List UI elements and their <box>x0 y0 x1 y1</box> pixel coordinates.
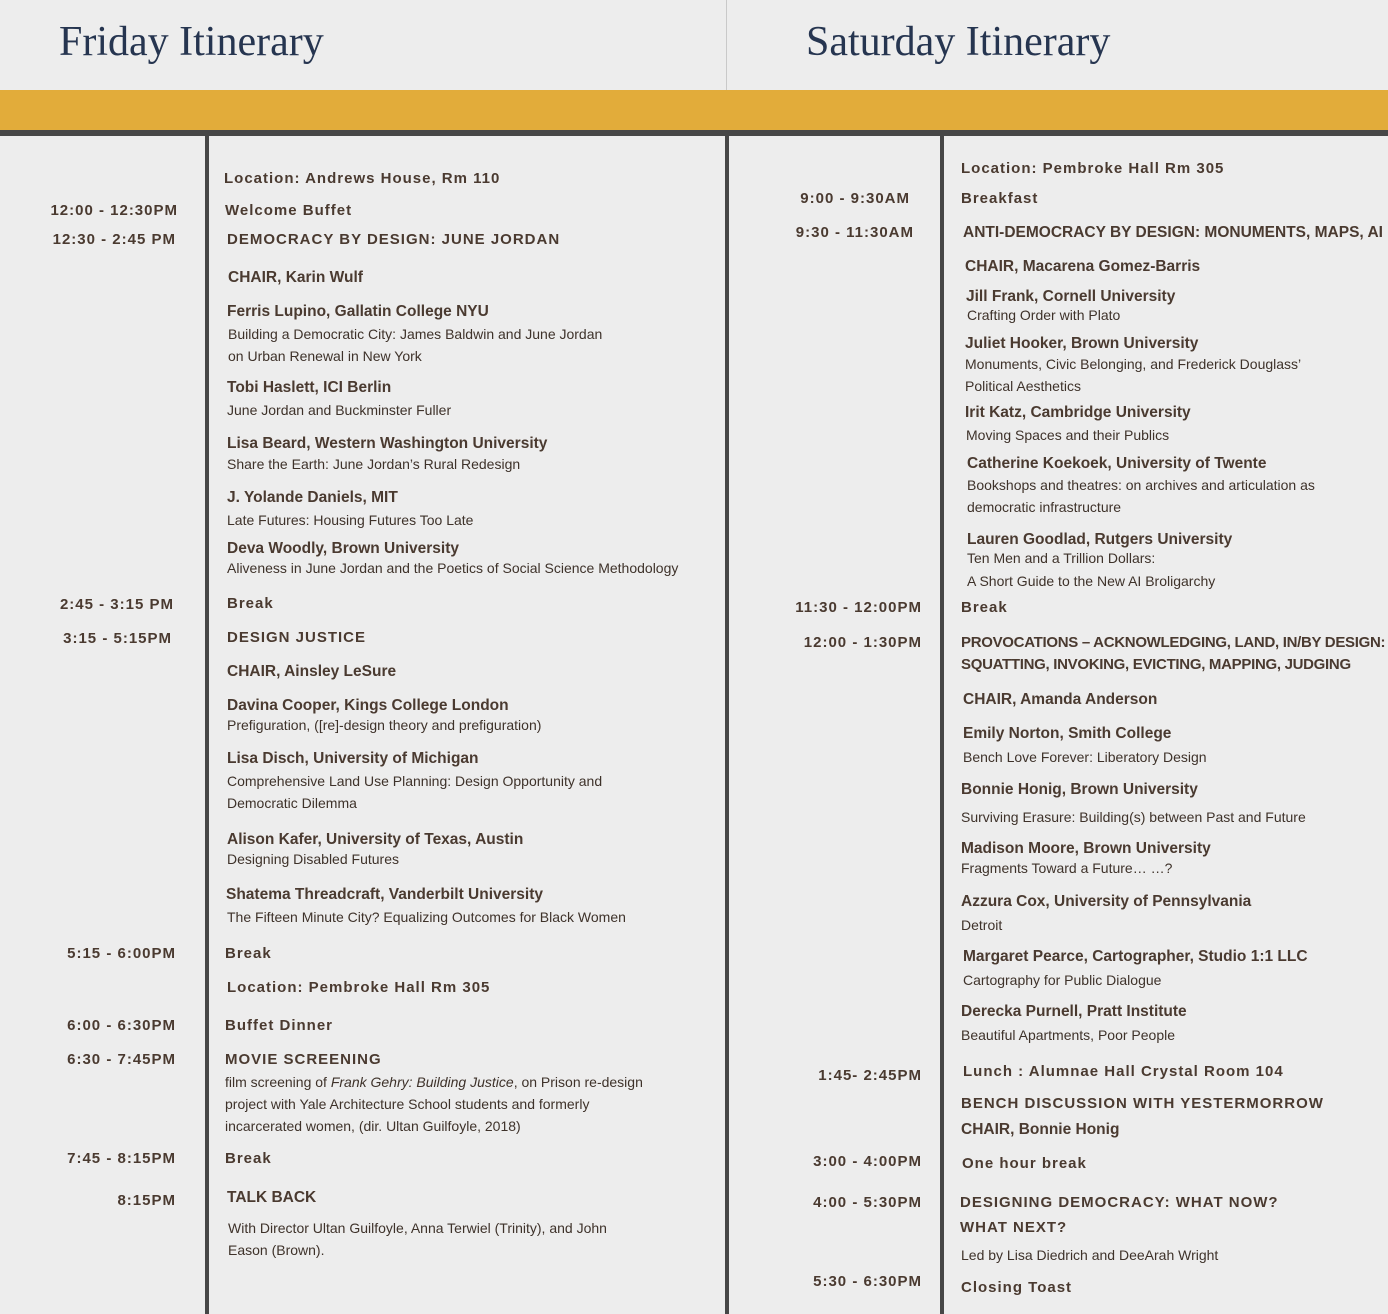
friday-event-dinner: Buffet Dinner <box>225 1017 333 1034</box>
speaker: Jill Frank, Cornell University <box>966 288 1176 305</box>
saturday-time-3: 11:30 - 12:00PM <box>795 599 922 616</box>
talk-title: on Urban Renewal in New York <box>228 348 422 364</box>
saturday-time-4: 12:00 - 1:30PM <box>803 634 922 651</box>
friday-event-break-1: Break <box>227 595 274 612</box>
friday-session-2-chair: CHAIR, Ainsley LeSure <box>227 663 397 680</box>
speaker: J. Yolande Daniels, MIT <box>227 489 398 506</box>
speaker: Lauren Goodlad, Rutgers University <box>967 531 1233 548</box>
saturday-session-1-title: ANTI-DEMOCRACY BY DESIGN: MONUMENTS, MAPS, AI <box>963 224 1383 241</box>
speaker: Lisa Disch, University of Michigan <box>227 750 479 767</box>
talk-title: Crafting Order with Plato <box>967 307 1121 323</box>
talk-title: Late Futures: Housing Futures Too Late <box>227 512 474 528</box>
speaker: Emily Norton, Smith College <box>963 725 1172 742</box>
column-divider <box>725 136 729 1314</box>
friday-time-4: 3:15 - 5:15PM <box>63 630 172 647</box>
friday-time-3: 2:45 - 3:15 PM <box>59 596 174 613</box>
saturday-session-2-title: PROVOCATIONS – ACKNOWLEDGING, LAND, IN/BY DESIGN: <box>961 634 1386 651</box>
talk-title: Detroit <box>961 917 1003 933</box>
saturday-event-break: Break <box>961 599 1008 616</box>
saturday-time-1: 9:00 - 9:30AM <box>800 190 910 207</box>
friday-event-talkback: TALK BACK <box>227 1189 317 1206</box>
friday-session-1-title: DEMOCRACY BY DESIGN: JUNE JORDAN <box>227 231 561 248</box>
saturday-session-2-chair: CHAIR, Amanda Anderson <box>963 691 1158 708</box>
movie-description: incarcerated women, (dir. Ultan Guilfoyle, 2018) <box>225 1118 521 1134</box>
talkback-description: Eason (Brown). <box>228 1242 325 1258</box>
saturday-event-closing: Closing Toast <box>961 1279 1073 1296</box>
movie-description: film screening of Frank Gehry: Building Justice, on Prison re-design <box>225 1074 643 1090</box>
friday-event-movie: MOVIE SCREENING <box>225 1051 382 1068</box>
talk-title: Designing Disabled Futures <box>227 851 399 867</box>
saturday-bench-chair: CHAIR, Bonnie Honig <box>961 1121 1120 1138</box>
talk-title: Building a Democratic City: James Baldwin and June Jordan <box>228 326 603 342</box>
speaker: Azzura Cox, University of Pennsylvania <box>961 893 1252 910</box>
talk-title: Surviving Erasure: Building(s) between Past and Future <box>961 809 1306 825</box>
talk-title: Monuments, Civic Belonging, and Frederick Douglass’ <box>965 356 1302 372</box>
speaker: Lisa Beard, Western Washington University <box>227 435 548 452</box>
friday-event-break-3: Break <box>225 1150 272 1167</box>
movie-description: project with Yale Architecture School students and formerly <box>225 1096 590 1112</box>
saturday-event-breakfast: Breakfast <box>961 190 1039 207</box>
speaker: Margaret Pearce, Cartographer, Studio 1:1 LLC <box>963 948 1308 965</box>
friday-time-8: 7:45 - 8:15PM <box>67 1150 176 1167</box>
talk-title: Cartography for Public Dialogue <box>963 972 1162 988</box>
saturday-session-2-title: SQUATTING, INVOKING, EVICTING, MAPPING, JUDGING <box>961 656 1351 673</box>
speaker: Catherine Koekoek, University of Twente <box>967 455 1267 472</box>
talk-title: Democratic Dilemma <box>227 795 357 811</box>
talk-title: Bench Love Forever: Liberatory Design <box>963 749 1207 765</box>
talk-title: Share the Earth: June Jordan’s Rural Redesign <box>227 456 521 472</box>
saturday-time-2: 9:30 - 11:30AM <box>795 224 914 241</box>
talk-title: June Jordan and Buckminster Fuller <box>227 402 452 418</box>
friday-time-6: 6:00 - 6:30PM <box>67 1017 176 1034</box>
header-divider <box>726 0 727 90</box>
session-description: Led by Lisa Diedrich and DeeArah Wright <box>961 1247 1219 1263</box>
speaker: Tobi Haslett, ICI Berlin <box>227 379 392 396</box>
speaker: Juliet Hooker, Brown University <box>965 335 1199 352</box>
talk-title: Moving Spaces and their Publics <box>966 427 1170 443</box>
friday-session-2-title: DESIGN JUSTICE <box>227 629 367 646</box>
talk-title: Prefiguration, ([re]-design theory and prefiguration) <box>227 717 542 733</box>
friday-time-2: 12:30 - 2:45 PM <box>52 231 176 248</box>
speaker: Madison Moore, Brown University <box>961 840 1211 857</box>
friday-location-1: Location: Andrews House, Rm 110 <box>224 170 501 187</box>
friday-event-break-2: Break <box>225 945 272 962</box>
friday-session-1-chair: CHAIR, Karin Wulf <box>228 269 363 286</box>
talk-title: Fragments Toward a Future… …? <box>961 860 1173 876</box>
talk-title: Ten Men and a Trillion Dollars: <box>967 550 1156 566</box>
speaker: Bonnie Honig, Brown University <box>961 781 1198 798</box>
talk-title: Beautiful Apartments, Poor People <box>961 1027 1176 1043</box>
friday-time-5: 5:15 - 6:00PM <box>67 945 176 962</box>
talkback-description: With Director Ultan Guilfoyle, Anna Terwiel (Trinity), and John <box>228 1220 607 1236</box>
friday-time-1: 12:00 - 12:30PM <box>50 202 178 219</box>
saturday-time-8: 5:30 - 6:30PM <box>813 1273 922 1290</box>
gold-banner <box>0 90 1388 130</box>
saturday-time-5: 1:45- 2:45PM <box>818 1067 922 1084</box>
speaker: Deva Woodly, Brown University <box>227 540 459 557</box>
talk-title: Comprehensive Land Use Planning: Design Opportunity and <box>227 773 603 789</box>
speaker: Alison Kafer, University of Texas, Austin <box>227 831 524 848</box>
saturday-session-3-title: WHAT NEXT? <box>960 1219 1068 1236</box>
saturday-session-3-title: DESIGNING DEMOCRACY: WHAT NOW? <box>960 1194 1279 1211</box>
speaker: Davina Cooper, Kings College London <box>227 697 509 714</box>
film-title: Frank Gehry: Building Justice <box>330 1074 514 1090</box>
talk-title: The Fifteen Minute City? Equalizing Outcomes for Black Women <box>227 909 626 925</box>
talk-title: Aliveness in June Jordan and the Poetics of Social Science Methodology <box>227 560 679 576</box>
talk-title: democratic infrastructure <box>967 499 1122 515</box>
speaker: Ferris Lupino, Gallatin College NYU <box>227 303 489 320</box>
saturday-title: Saturday Itinerary <box>806 19 1111 65</box>
friday-time-7: 6:30 - 7:45PM <box>67 1051 176 1068</box>
saturday-event-bench-discussion: BENCH DISCUSSION WITH YESTERMORROW <box>961 1095 1324 1112</box>
saturday-time-6: 3:00 - 4:00PM <box>813 1153 922 1170</box>
saturday-time-7: 4:00 - 5:30PM <box>813 1194 922 1211</box>
saturday-event-lunch: Lunch : Alumnae Hall Crystal Room 104 <box>963 1063 1284 1080</box>
friday-title: Friday Itinerary <box>59 19 324 65</box>
talk-title: Political Aesthetics <box>965 378 1081 394</box>
friday-event-1: Welcome Buffet <box>225 202 353 219</box>
talk-title: Bookshops and theatres: on archives and articulation as <box>967 477 1315 493</box>
friday-time-9: 8:15PM <box>117 1192 176 1209</box>
speaker: Shatema Threadcraft, Vanderbilt University <box>226 886 543 903</box>
talk-title: A Short Guide to the New AI Broligarchy <box>967 573 1216 589</box>
speaker: Derecka Purnell, Pratt Institute <box>961 1003 1187 1020</box>
saturday-event-hour-break: One hour break <box>962 1155 1087 1172</box>
friday-location-2: Location: Pembroke Hall Rm 305 <box>227 979 491 996</box>
saturday-time-divider <box>940 136 944 1314</box>
saturday-session-1-chair: CHAIR, Macarena Gomez-Barris <box>965 258 1201 275</box>
saturday-location: Location: Pembroke Hall Rm 305 <box>961 160 1225 177</box>
speaker: Irit Katz, Cambridge University <box>965 404 1191 421</box>
friday-time-divider <box>205 136 209 1314</box>
